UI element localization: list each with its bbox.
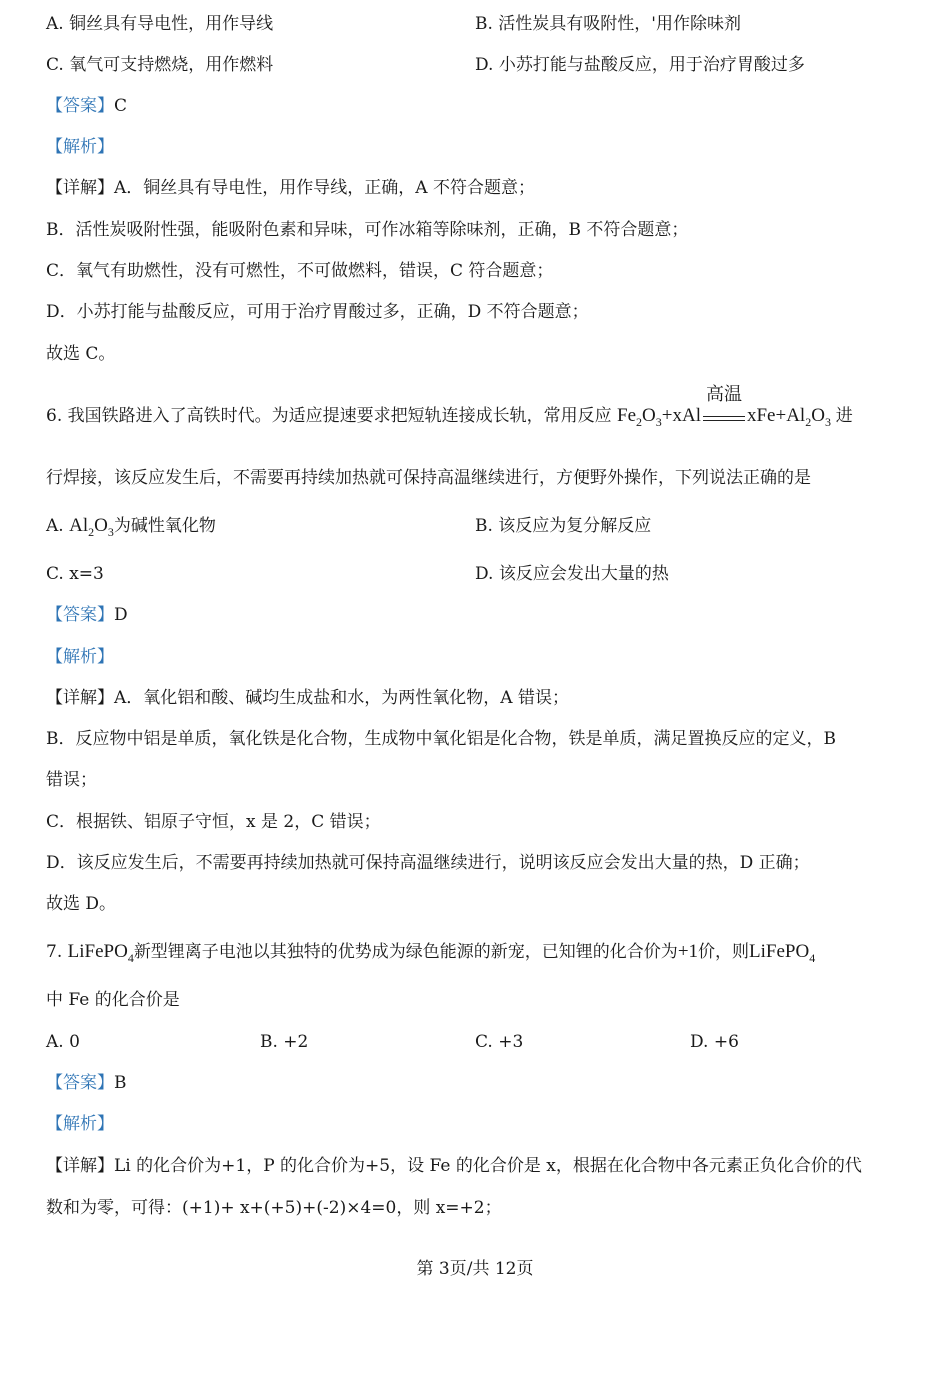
equals-sign [703,416,745,421]
q5-option-b: B. 活性炭具有吸附性，'用作除味剂 [475,14,741,34]
detail-label: 【详解】 [46,1156,114,1176]
option-text: 为碱性氧化物 [113,516,216,536]
formula-sub: 3 [107,525,114,539]
q6-analysis-label: 【解析】 [46,647,114,667]
option-prefix: A. [46,516,70,536]
q6-detail-b2: 错误； [46,770,97,790]
q5-answer [46,94,127,118]
formula-lifepo4 [67,941,134,965]
formula-sub: 2 [805,415,812,429]
q5-option-a: A. 铜丝具有导电性，用作导线 [46,14,274,34]
q7-analysis-label: 【解析】 [46,1114,114,1134]
page-footer: 第 3页/共 12页 [416,1259,534,1279]
q5-conclusion: 故选 C。 [46,344,116,364]
q5-detail-d: D．小苏打能与盐酸反应，可用于治疗胃酸过多，正确，D 不符合题意； [46,302,589,322]
formula-sub: 2 [88,525,95,539]
formula-al: +xAl [661,405,701,426]
formula-text: LiFePO [67,941,128,962]
detail-label: 【详解】 [46,688,114,708]
answer-value: D [114,605,128,625]
q7-stem-line1 [46,940,815,970]
q6-stem-suffix: 进 [835,406,853,426]
formula-o: O [811,405,825,426]
q7-stem-line2: 中 Fe 的化合价是 [46,990,180,1010]
answer-value: C [114,96,128,116]
q6-detail-d: D．该反应发生后，不需要再持续加热就可保持高温继续进行，说明该反应会发出大量的热，D 正确； [46,853,810,873]
q6-stem-prefix: 6. 我国铁路进入了高铁时代。为适应提速要求把短轨连接成长轨，常用反应 [46,406,612,426]
q6-stem-line1 [46,384,853,434]
answer-label: 【答案】 [46,1073,114,1093]
formula-al: Al [69,515,89,536]
answer-label: 【答案】 [46,96,114,116]
q7-stem-mid2: 价，则 [698,942,750,962]
q6-stem-line2: 行焊接，该反应发生后，不需要再持续加热就可保持高温继续进行，方便野外操作，下列说法正确的是 [46,468,811,488]
answer-value: B [114,1073,127,1093]
q6-detail-a [46,686,569,710]
q7-option-a: A. 0 [46,1032,80,1052]
reaction-condition [703,384,745,421]
q7-detail-line2: 数和为零，可得：(+1)+ x+(+5)+(-2)×4=0，则 x=+2； [46,1198,502,1218]
q7-detail-line1 [46,1154,862,1178]
q7-option-d: D. +6 [690,1032,739,1052]
formula-sub: 4 [809,951,816,965]
q6-conclusion: 故选 D。 [46,894,117,914]
detail-text: Li 的化合价为+1，P 的化合价为+5，设 Fe 的化合价是 x，根据在化合物中各元素正负化合价的代 [114,1156,862,1176]
answer-label: 【答案】 [46,605,114,625]
q5-detail-b: B．活性炭吸附性强，能吸附色素和异味，可作冰箱等除味剂，正确，B 不符合题意； [46,220,689,240]
q5-detail-a [46,176,535,200]
formula-o: O [642,405,656,426]
formula-sub: 3 [655,415,662,429]
q5-option-c: C. 氧气可支持燃烧，用作燃料 [46,55,274,75]
q6-answer [46,603,128,627]
formula-products: xFe+Al [746,405,806,426]
reaction-equation [617,384,836,429]
q7-option-c: C. +3 [475,1032,524,1052]
valence-plus1: +1 [677,941,699,962]
q5-detail-c: C．氧气有助燃性，没有可燃性，不可做燃料，错误，C 符合题意； [46,261,554,281]
q7-number: 7. [46,942,68,962]
option-formula [69,515,114,539]
q6-option-b: B. 该反应为复分解反应 [475,516,652,536]
formula-sub: 3 [824,415,831,429]
formula-text: LiFePO [749,941,810,962]
condition-text: 高温 [705,384,742,404]
formula-sub: 4 [127,951,134,965]
q6-option-d: D. 该反应会发出大量的热 [475,564,669,584]
q7-option-b: B. +2 [260,1032,309,1052]
detail-label: 【详解】 [46,178,114,198]
q6-option-c: C. x=3 [46,564,104,584]
q7-answer [46,1071,127,1095]
q7-stem-mid: 新型锂离子电池以其独特的优势成为绿色能源的新宠，已知锂的化合价为 [133,942,678,962]
formula-fe: Fe [617,405,637,426]
q6-option-a [46,514,216,544]
formula-sub: 2 [636,415,643,429]
q6-detail-c: C．根据铁、铝原子守恒，x 是 2，C 错误； [46,812,381,832]
detail-text: A．氧化铝和酸、碱均生成盐和水，为两性氧化物，A 错误； [114,688,569,708]
q5-analysis-label: 【解析】 [46,137,114,157]
q6-detail-b1: B．反应物中铝是单质，氧化铁是化合物，生成物中氧化铝是化合物，铁是单质，满足置换反应的定义，B [46,729,836,749]
formula-o: O [94,515,108,536]
formula-lifepo4 [749,941,816,965]
detail-text: A．铜丝具有导电性，用作导线，正确，A 不符合题意； [114,178,535,198]
q5-option-d: D. 小苏打能与盐酸反应，用于治疗胃酸过多 [475,55,805,75]
